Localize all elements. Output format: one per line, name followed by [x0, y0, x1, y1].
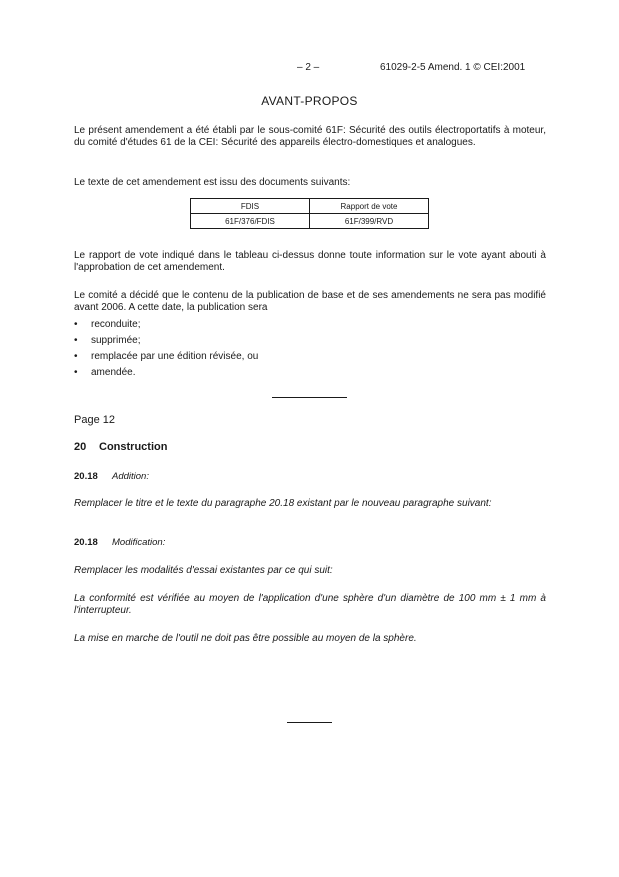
bullet-icon: • [74, 335, 78, 346]
list-item-text: amendée. [91, 367, 136, 378]
bullet-icon: • [74, 367, 78, 378]
end-divider [287, 722, 332, 723]
page-reference: Page 12 [74, 414, 115, 426]
list-item [74, 333, 258, 349]
subsection-label: Modification: [112, 537, 166, 548]
bullet-icon: • [74, 351, 78, 362]
table-header-row [191, 199, 429, 214]
start-note-paragraph: La mise en marche de l'outil ne doit pas être possible au moyen de la sphère. [74, 633, 417, 644]
table-header-cell: FDIS [191, 199, 310, 214]
list-item-text: reconduite; [91, 319, 141, 330]
bullet-list [74, 317, 258, 381]
list-item [74, 349, 258, 365]
document-reference: 61029-2-5 Amend. 1 © CEI:2001 [380, 62, 526, 73]
table-cell: 61F/376/FDIS [191, 214, 310, 229]
section-divider [272, 397, 347, 398]
subsection-heading-modification [74, 537, 165, 548]
source-paragraph: Le texte de cet amendement est issu des documents suivants: [74, 177, 351, 188]
intro-paragraph: Le présent amendement a été établi par le sous-comité 61F: Sécurité des outils électroportatifs à moteur, du comité d'études 61 de la CEI: Sécurité des appareils électro-domestiques et analogues. [74, 125, 546, 148]
section-heading [74, 441, 167, 453]
list-item-text: supprimée; [91, 335, 141, 346]
replace-title-paragraph: Remplacer le titre et le texte du paragraphe 20.18 existant par le nouveau paragraphe suivant: [74, 498, 492, 509]
bullet-icon: • [74, 319, 78, 330]
table-header-cell: Rapport de vote [310, 199, 429, 214]
list-item [74, 317, 258, 333]
voting-table [190, 198, 429, 229]
table-row [191, 214, 429, 229]
list-item [74, 365, 258, 381]
vote-info-paragraph: Le rapport de vote indiqué dans le tableau ci-dessus donne toute information sur le vote ayant abouti à l'approbation de cet amendement. [74, 250, 546, 273]
list-item-text: remplacée par une édition révisée, ou [91, 351, 259, 362]
table-cell: 61F/399/RVD [310, 214, 429, 229]
subsection-number: 20.18 [74, 471, 98, 482]
subsection-number: 20.18 [74, 537, 98, 548]
page-number: – 2 – [297, 62, 320, 73]
subsection-heading-addition [74, 471, 149, 482]
replace-tests-paragraph: Remplacer les modalités d'essai existantes par ce qui suit: [74, 565, 333, 576]
section-title: Construction [99, 441, 168, 453]
subsection-label: Addition: [112, 471, 149, 482]
conformity-paragraph: La conformité est vérifiée au moyen de l'application d'une sphère d'un diamètre de 100 mm ± 1 mm à l'interrupteur. [74, 593, 546, 616]
page-title: AVANT-PROPOS [261, 94, 358, 108]
section-number: 20 [74, 441, 87, 453]
committee-paragraph: Le comité a décidé que le contenu de la publication de base et de ses amendements ne sera pas modifié avant 2006. A cette date, la publication sera [74, 290, 546, 313]
